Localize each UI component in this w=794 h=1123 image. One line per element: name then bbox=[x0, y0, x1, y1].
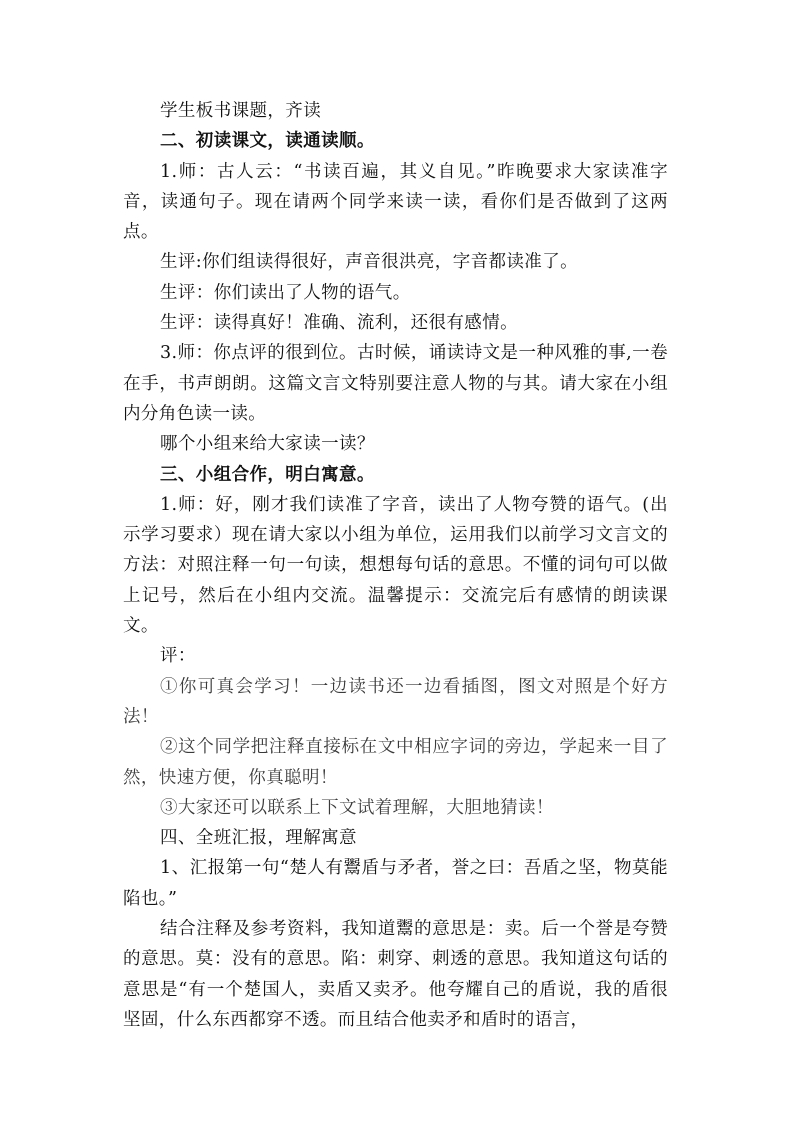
section-heading-2: 二、初读课文，读通读顺。 bbox=[160, 131, 375, 152]
line-board-title: 学生板书课题，齐读 bbox=[160, 101, 322, 121]
paragraph-teacher-3: 3.师：你点评的很到位。古时候，诵读诗文是一种风雅的事,一卷在手，书声朗朗。这篇文言文特别要注意人物的与其。请大家在小组内分角色读一读。 bbox=[123, 343, 668, 424]
document-page bbox=[123, 96, 668, 1035]
paragraph-student-comment-3: 生评：读得真好！准确、流利，还很有感情。 bbox=[160, 313, 518, 334]
paragraph-student-comment-1: 生评:你们组读得很好，声音很洪亮，字音都读准了。 bbox=[160, 252, 578, 273]
paragraph-comment-label: 评： bbox=[160, 646, 196, 667]
paragraph-comment-2: ②这个同学把注释直接标在文中相应字词的旁边，学起来一目了然，快速方便，你真聪明！ bbox=[123, 737, 668, 788]
paragraph-question: 哪个小组来给大家读一读？ bbox=[160, 434, 375, 455]
paragraph-explanation: 结合注释及参考资料，我知道鬻的意思是：卖。后一个誉是夸赞的意思。莫：没有的意思。陷：刺穿、刺透的意思。我知道这句话的意思是“有一个楚国人，卖盾又卖矛。他夸耀自己的盾说，我的盾很坚固，什么东西都穿不透。而且结合他卖矛和盾时的语言， bbox=[123, 919, 668, 1030]
section-heading-3: 三、小组合作，明白寓意。 bbox=[160, 464, 375, 485]
paragraph-report-1: 1、汇报第一句“楚人有鬻盾与矛者，誉之曰：吾盾之坚，物莫能陷也。” bbox=[123, 858, 668, 909]
paragraph-comment-1: ①你可真会学习！一边读书还一边看插图，图文对照是个好方法！ bbox=[123, 676, 668, 727]
paragraph-student-comment-2: 生评：你们读出了人物的语气。 bbox=[160, 282, 411, 303]
section-heading-4: 四、全班汇报，理解寓意 bbox=[160, 828, 357, 849]
paragraph-comment-3: ③大家还可以联系上下文试着理解，大胆地猜读！ bbox=[160, 797, 554, 818]
paragraph-teacher-1: 1.师：古人云：“书读百遍，其义自见。”昨晚要求大家读准字音，读通句子。现在请两个同学来读一读，看你们是否做到了这两点。 bbox=[123, 161, 668, 243]
paragraph-teacher-group: 1.师：好，刚才我们读准了字音，读出了人物夸赞的语气。(出示学习要求）现在请大家以小组为单位，运用我们以前学习文言文的方法：对照注释一句一句读，想想每句话的意思。不懂的词句可以做上记号，然后在小组内交流。温馨提示：交流完后有感情的朗读课文。 bbox=[123, 494, 668, 637]
